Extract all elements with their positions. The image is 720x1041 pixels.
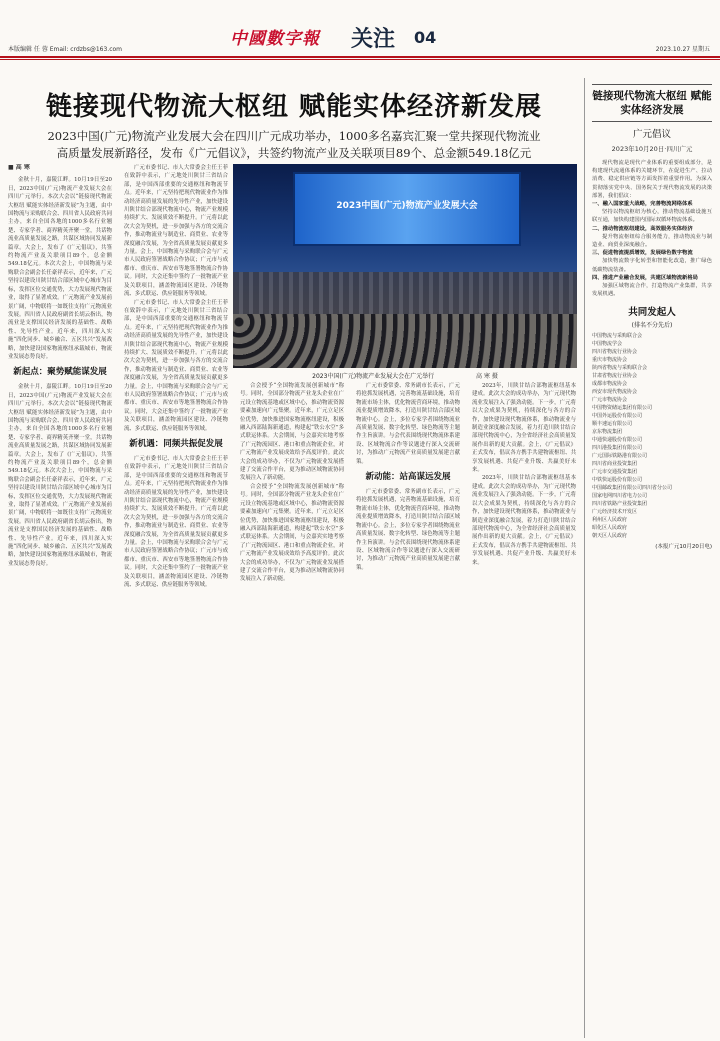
column-text: 广元市委常委、常务副市长表示，广元将抢抓发展机遇，完善物流基础设施，培育物流市场主体，优化物流营商环境，推动物流业提质增效降本，打造川陕甘结合部区域物流中心。会上，多位专家学者围绕物流业高质量发展、数字化转型、绿色物流等主题作主旨演讲。与会代表围绕现代物流体系建设、区域物流合作等议题进行深入交流研讨，为推动广元物流产业高质量发展建言献策。 [356,383,460,465]
sidebar-body [592,159,712,298]
signer-item: 中国物资储运集团有限公司 [592,405,653,412]
signer-item: 中铁快运股份有限公司 [592,477,643,484]
signer-item: 广元经济技术开发区 [592,509,638,516]
signer-item: 中国邮政集团有限公司四川省分公司 [592,485,673,492]
section-heading: 新动能：站高谋远发展 [365,472,451,483]
signer-item: 朝天区人民政府 [592,533,628,540]
conference-photo [233,164,577,368]
subhead-line-1: 2023中国(广元)物流产业发展大会在四川广元成功举办，1000多名嘉宾汇聚一堂共探现代物流业 [47,129,541,143]
section-title: 关注 [351,27,396,52]
signer-item: 四川省铁路产业投资集团 [592,501,648,508]
sidebar-item-heading: 一、融入国家重大战略，完善物流网络体系 [592,201,693,208]
column-text: 合会授予“全国物流发展创新城市”称号。同时，全国部分物流产业龙头企业在广元设立物流基地或区域中心，推动物流资源要素加速向广元集聚。近年来，广元立足区位优势，加快推进国家物流枢纽建设，积极融入西部陆海新通道，构建起“铁公水空”多式联运体系。大会期间，与会嘉宾实地考察了广元物流园区、港口和重点物流企业，对广元物流产业发展成效给予高度评价。此次大会的成功举办，不仅为广元物流业发展搭建了交流合作平台，更为推动区域物流协同发展注入了新动能。 [240,383,344,482]
sidebar-item-heading: 二、推动物流枢纽建设，高效服务实体经济 [592,225,693,232]
signer-item: 昭化区人民政府 [592,525,628,532]
column-text: 广元市委书记、市人大常委会主任王菲在致辞中表示，广元地处川陕甘三省结合部，是中国西部重要的交通枢纽和物流节点。近年来，广元坚持把现代物流业作为推动经济高质量发展的先导性产业，加快建设川陕甘结合部现代物流中心，物流产业规模持续扩大、发展质效不断提升。广元将以此次大会为契机，进一步加强与各方的交流合作，推动物流业与制造业、商贸业、农业等深度融合发展，为全省高质量发展贡献更多力量。会上，中国物流与采购联合会与广元市人民政府签署战略合作协议；广元市与成都市、重庆市、西安市等地签署物流合作协议。同时，大会还集中签约了一批物流产业及关联项目，涵盖物流园区建设、冷链物流、多式联运、供应链服务等领域。 [124,165,228,298]
sidebar [592,80,712,550]
column-text: 2023年，川陕甘结合部物流枢纽基本建成。此次大会的成功举办，为广元现代物流业发展注入了强劲动能。下一步，广元将以大会成果为契机，持续深化与各方的合作，加快建设现代物流体系，推动物流业与制造业深度融合发展，着力打造川陕甘结合部现代物流中心，为全省经济社会高质量发展作出新的更大贡献。会上，《广元倡议》正式发布，倡议各方携手共建物流枢纽、共享发展机遇、共促产业升级、共赢美好未来。 [472,475,576,566]
section-heading: 新起点：聚势赋能谋发展 [13,367,107,378]
signer-item: 广元市物流协会 [592,397,628,404]
sidebar-rule [592,121,712,122]
article-headline: 链接现代物流大枢纽 赋能实体经济新发展 [45,92,543,122]
sidebar-item-heading: 三、促进物流提质增效，发展绿色数字物流 [592,250,693,257]
masthead-rule-thin [0,59,720,60]
column-text: 合会授予“全国物流发展创新城市”称号。同时，全国部分物流产业龙头企业在广元设立物流基地或区域中心，推动物流资源要素加速向广元集聚。近年来，广元立足区位优势，加快推进国家物流枢纽建设，积极融入西部陆海新通道，构建起“铁公水空”多式联运体系。大会期间，与会嘉宾实地考察了广元物流园区、港口和重点物流企业，对广元物流产业发展成效给予高度评价。此次大会的成功举办，不仅为广元物流业发展搭建了交流合作平台，更为推动区域物流协同发展注入了新动能。 [240,483,344,583]
article-column-4 [356,382,460,572]
sidebar-intro: 现代物流是现代产业体系的重要组成部分，是构建现代流通体系的关键环节，在促进生产、拉动消费、稳定供应链等方面发挥着重要作用。为深入贯彻落实党中央、国务院关于现代物流发展的决策部署，我们倡议： [592,160,712,199]
signer-item: 陕西省物流与采购联合会 [592,365,648,372]
signer-item: 重庆市物流协会 [592,357,628,364]
column-text: 金秋十月，嘉陵江畔。10月19日至20日，2023中国(广元)物流产业发展大会在四川广元举行。本次大会以“链接现代物流大枢纽 赋能实体经济新发展”为主题，由中国物流与采购联合会、四川省人民政府共同主办，来自全国各地的1000多名行业翘楚、专家学者、商界精英齐聚一堂，共话物流业高质量发展之路，共谋区域协同发展新篇章。大会上，发布了《广元倡议》，共签约物流产业及关联项目89个，总金额549.18亿元。本次大会上，中国物流与采购联合会副会长任豪祥表示，近年来，广元坚持以建设川陕甘结合部区域中心城市为目标，发挥区位交通优势，大力发展现代物流业，取得了显著成效。广元物流产业发展前景广阔，中物联将一如既往支持广元物流业发展。四川省人民政府副省长胡云指出，物流业是支撑国民经济发展的基础性、战略性、先导性产业。近年来，四川深入实施“四化同步、城乡融合、五区共兴”发展战略，加快建设国家物流枢纽承载城市，物流业发展态势良好。 [8,177,112,360]
signer-item: 国家电网四川省电力公司 [592,493,648,500]
signer-item: 京东物流集团 [592,429,623,436]
photo-credit: 高 寒 摄 [476,373,498,380]
article-subhead [10,128,578,162]
signer-item: 顺丰速运有限公司 [592,421,633,428]
column-text: 金秋十月，嘉陵江畔。10月19日至20日，2023中国(广元)物流产业发展大会在四川广元举行。本次大会以“链接现代物流大枢纽 赋能实体经济新发展”为主题，由中国物流与采购联合会、四川省人民政府共同主办，来自全国各地的1000多名行业翘楚、专家学者、商界精英齐聚一堂，共话物流业高质量发展之路，共谋区域协同发展新篇章。大会上，发布了《广元倡议》，共签约物流产业及关联项目89个，总金额549.18亿元。本次大会上，中国物流与采购联合会副会长任豪祥表示，近年来，广元坚持以建设川陕甘结合部区域中心城市为目标，发挥区位交通优势，大力发展现代物流业，取得了显著成效。广元物流产业发展前景广阔，中物联将一如既往支持广元物流业发展。四川省人民政府副省长胡云指出，物流业是支撑国民经济发展的基础性、战略性、先导性产业。近年来，四川深入实施“四化同步、城乡融合、五区共兴”发展战略，加快建设国家物流枢纽承载城市，物流业发展态势良好。 [8,384,112,567]
sidebar-rule [592,84,712,85]
sidebar-author: 广元倡议 [632,129,671,140]
column-text: 广元市委书记、市人大常委会主任王菲在致辞中表示，广元地处川陕甘三省结合部，是中国西部重要的交通枢纽和物流节点。近年来，广元坚持把现代物流业作为推动经济高质量发展的先导性产业，加快建设川陕甘结合部现代物流中心，物流产业规模持续扩大、发展质效不断提升。广元将以此次大会为契机，进一步加强与各方的交流合作，推动物流业与制造业、商贸业、农业等深度融合发展，为全省高质量发展贡献更多力量。会上，中国物流与采购联合会与广元市人民政府签署战略合作协议；广元市与成都市、重庆市、西安市等地签署物流合作协议。同时，大会还集中签约了一批物流产业及关联项目，涵盖物流园区建设、冷链物流、多式联运、供应链服务等领域。 [124,299,228,432]
article-column-2 [124,164,228,590]
sidebar-item-text: 坚持以物流枢纽为核心，推动物流基础设施互联互通，加快构建国内国际双循环物流体系。 [592,209,712,224]
column-text: 广元市委常委、常务副市长表示，广元将抢抓发展机遇，完善物流基础设施，培育物流市场主体，优化物流营商环境，推动物流业提质增效降本，打造川陕甘结合部区域物流中心。会上，多位专家学者围绕物流业高质量发展、数字化转型、绿色物流等主题作主旨演讲。与会代表围绕现代物流体系建设、区域物流合作等议题进行深入交流研讨，为推动广元物流产业高质量发展建言献策。 [356,489,460,571]
signers-list [592,332,712,540]
newspaper-logo: 中國數字報 [230,29,320,49]
signer-item: 广元国际铁路港有限公司 [592,453,648,460]
signer-item: 西安市现代物流协会 [592,389,638,396]
signer-item: 广元市交通投资集团 [592,469,638,476]
stage-screen [293,172,521,246]
subhead-line-2: 高质量发展新路径，发布《广元倡议》，共签约物流产业及关联项目89个、总金额549.18亿元 [56,146,532,160]
section-heading: 新机遇：同频共振促发展 [129,439,223,449]
article-column-3 [240,382,344,584]
signer-item: 中国物流学会 [592,341,623,348]
signer-item: 中国外运股份有限公司 [592,413,643,420]
sidebar-item-text: 加强区域物流合作，打造物流产业集群，共享发展机遇。 [592,283,712,298]
column-divider [584,78,585,1038]
signer-item: 四川省物流行业协会 [592,349,638,356]
signers-title: 共同发起人 [628,307,676,319]
column-text: 广元市委书记、市人大常委会主任王菲在致辞中表示，广元地处川陕甘三省结合部，是中国西部重要的交通枢纽和物流节点。近年来，广元坚持把现代物流业作为推动经济高质量发展的先导性产业，加快建设川陕甘结合部现代物流中心，物流产业规模持续扩大、发展质效不断提升。广元将以此次大会为契机，进一步加强与各方的交流合作，推动物流业与制造业、商贸业、农业等深度融合发展，为全省高质量发展贡献更多力量。会上，中国物流与采购联合会与广元市人民政府签署战略合作协议；广元市与成都市、重庆市、西安市等地签署物流合作协议。同时，大会还集中签约了一批物流产业及关联项目，涵盖物流园区建设、冷链物流、多式联运、供应链服务等领域。 [124,456,228,589]
signer-item: 甘肃省物流行业协会 [592,373,638,380]
caption-text: 2023中国(广元)物流产业发展大会在广元举行 [312,373,435,380]
article-column-1 [8,164,112,568]
sidebar-item-text: 加快物流数字化转型和智能化改造，推广绿色低碳物流装备。 [592,258,712,273]
sidebar-date: 2023年10月20日·四川广元 [611,145,693,153]
byline: ■ 高 寒 [8,164,30,171]
signer-item: 成都市物流协会 [592,381,628,388]
issue-date: 2023.10.27 星期五 [655,46,710,53]
signer-item: 四川省商业投资集团 [592,461,638,468]
masthead [0,0,720,56]
column-text: 2023年，川陕甘结合部物流枢纽基本建成。此次大会的成功举办，为广元现代物流业发展注入了强劲动能。下一步，广元将以大会成果为契机，持续深化与各方的合作，加快建设现代物流体系，推动物流业与制造业深度融合发展，着力打造川陕甘结合部现代物流中心，为全省经济社会高质量发展作出新的更大贡献。会上，《广元倡议》正式发布，倡议各方携手共建物流枢纽、共享发展机遇、共促产业升级、共赢美好未来。 [472,383,576,474]
article-column-5 [472,382,576,567]
sidebar-footer: (本报广元10月20日电) [655,544,712,551]
sidebar-item-text: 提升物流枢纽综合服务能力，推动物流业与制造业、商贸业深度融合。 [592,233,712,249]
signer-item: 中国物流与采购联合会 [592,333,643,340]
masthead-rule [0,56,720,58]
sidebar-title: 链接现代物流大枢纽 赋能实体经济发展 [592,90,712,116]
page-number: 04 [414,28,437,47]
editor-info: 本版编辑 任 蓉 Email: crdzbs@163.com [8,46,123,53]
screen-text: 2023中国(广元)物流产业发展大会 [336,201,478,211]
sidebar-item-heading: 四、推进产业融合发展，共建区域物流新格局 [592,274,698,281]
signer-item: 利州区人民政府 [592,517,628,524]
photo-caption [233,371,577,380]
signer-item: 四川港投集团有限公司 [592,445,643,452]
signers-subtitle: (排名不分先后) [631,322,673,330]
audience [233,314,577,368]
signer-item: 中通快递股份有限公司 [592,437,643,444]
